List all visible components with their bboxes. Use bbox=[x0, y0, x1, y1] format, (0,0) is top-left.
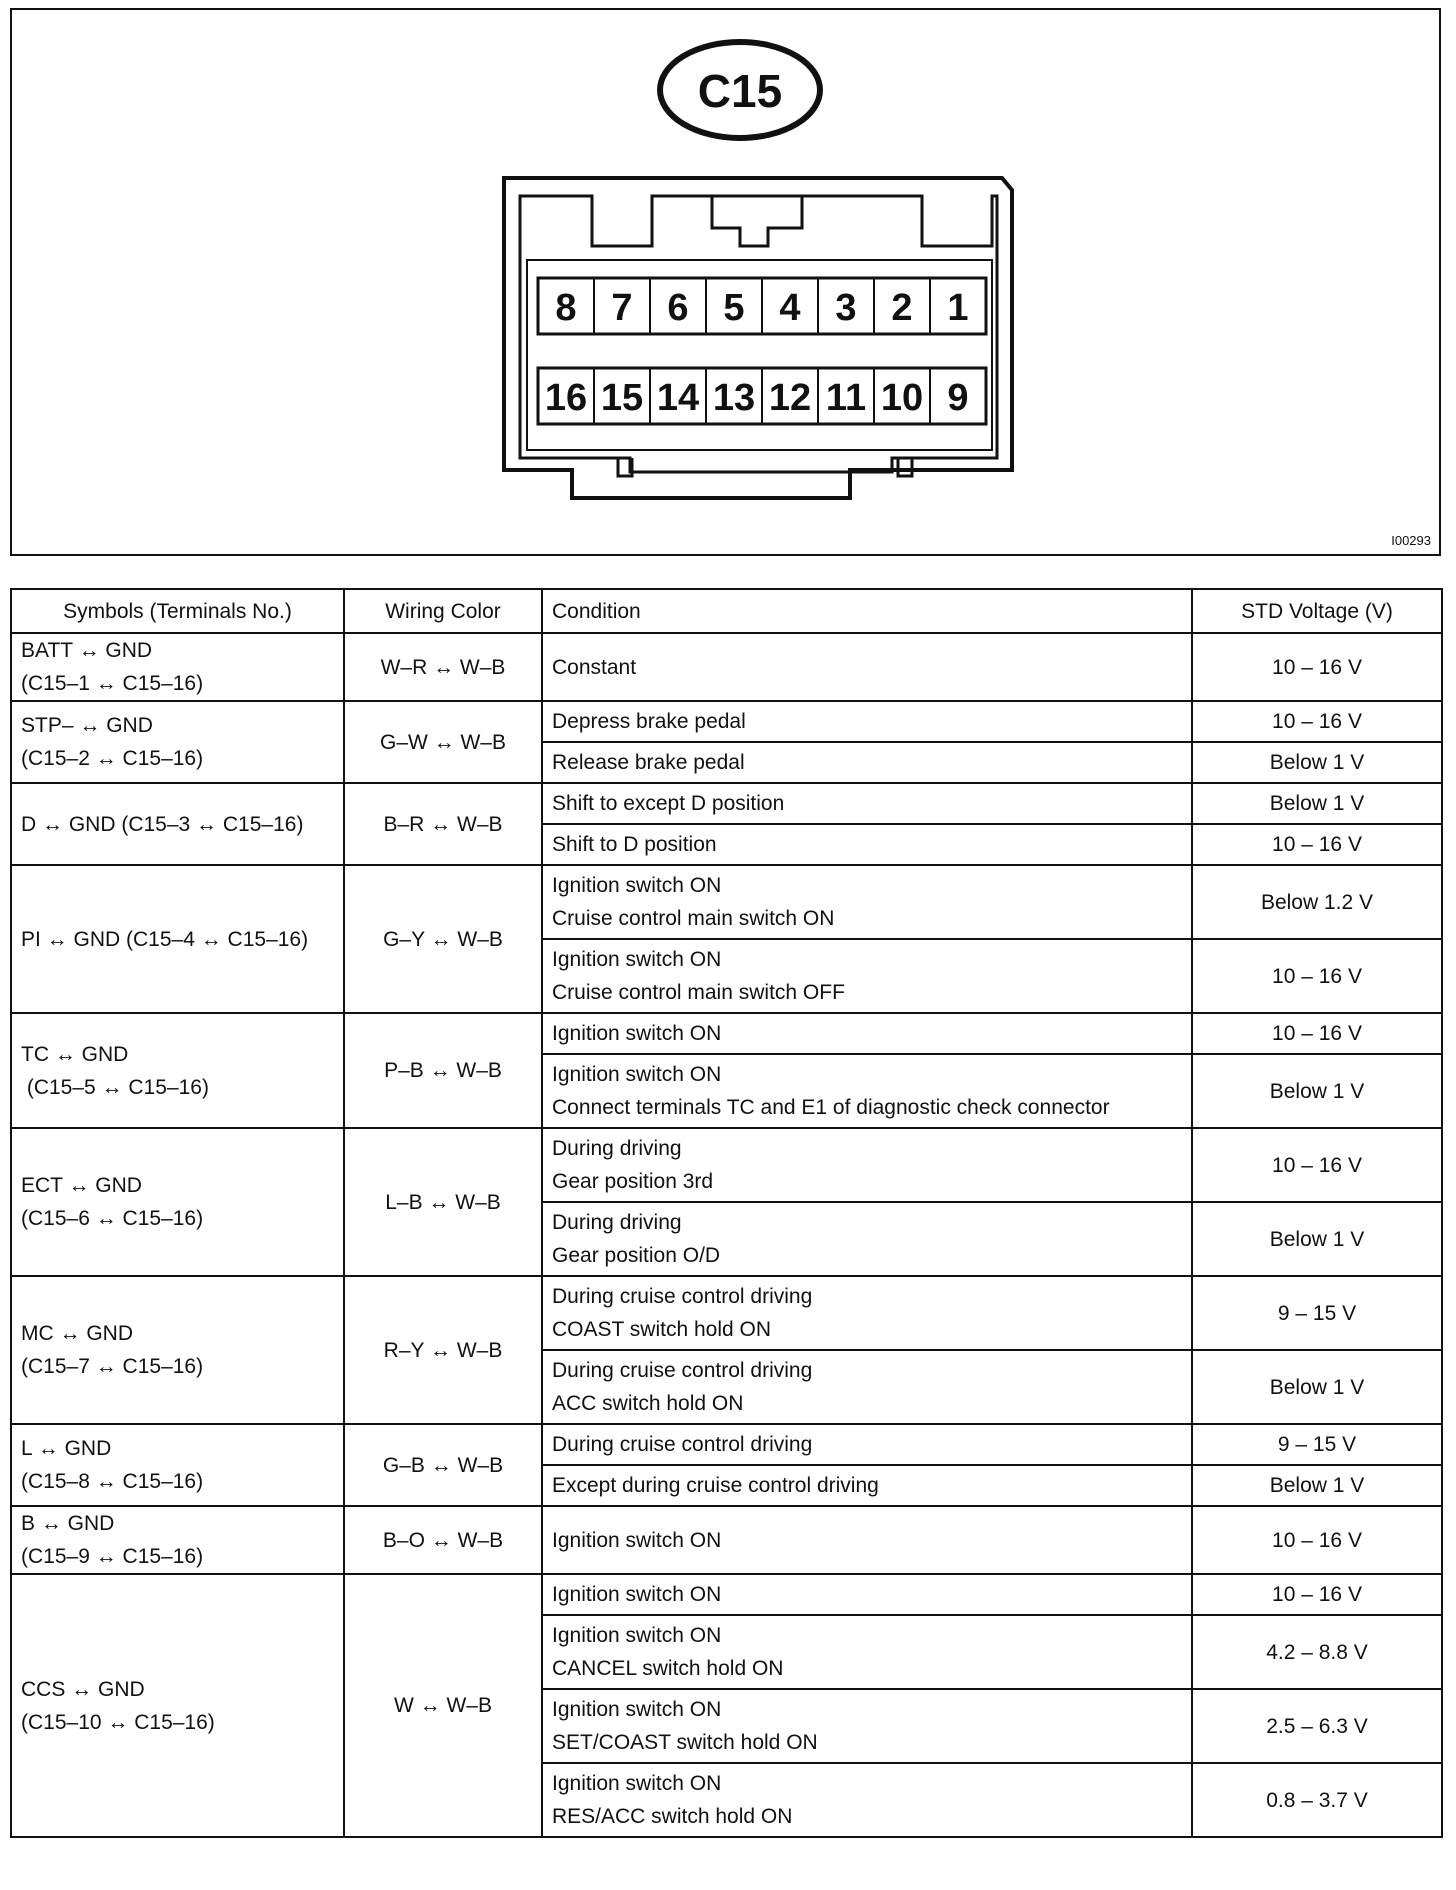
std-voltage-cell: 9 – 15 V bbox=[1192, 1424, 1442, 1465]
condition-line: Shift to D position bbox=[552, 833, 717, 856]
terminal-symbol-line: L ↔ GND bbox=[21, 1437, 112, 1460]
condition-cell bbox=[542, 783, 1192, 824]
condition-cell bbox=[542, 1350, 1192, 1424]
table-row bbox=[11, 1013, 1442, 1054]
pin-number-2: 2 bbox=[891, 287, 913, 329]
table-row bbox=[11, 1574, 1442, 1615]
connector-key-notch bbox=[712, 196, 802, 246]
condition-line: During driving bbox=[552, 1137, 682, 1160]
connector-lock-tab-right bbox=[898, 458, 912, 476]
condition-cell bbox=[542, 1689, 1192, 1763]
condition-line: Cruise control main switch OFF bbox=[552, 981, 845, 1004]
condition-line: Ignition switch ON bbox=[552, 1528, 722, 1552]
std-voltage-cell: 9 – 15 V bbox=[1192, 1276, 1442, 1350]
std-voltage-cell: 10 – 16 V bbox=[1192, 1013, 1442, 1054]
condition-cell bbox=[542, 1763, 1192, 1837]
condition-line: Connect terminals TC and E1 of diagnostic check connector bbox=[552, 1096, 1110, 1119]
condition-line: Ignition switch ON bbox=[552, 1698, 722, 1721]
pin-number-6: 6 bbox=[667, 287, 689, 329]
std-voltage-cell: 10 – 16 V bbox=[1192, 1128, 1442, 1202]
terminal-symbol-line: (C15–2 ↔ C15–16) bbox=[21, 747, 204, 770]
std-voltage-cell: 10 – 16 V bbox=[1192, 1574, 1442, 1615]
table-row bbox=[11, 1424, 1442, 1465]
terminal-symbol-line: STP– ↔ GND bbox=[21, 714, 153, 737]
terminal-voltage-table bbox=[10, 588, 1443, 1838]
condition-line: Ignition switch ON bbox=[552, 1063, 722, 1086]
wiring-color-cell: B–O ↔ W–B bbox=[344, 1506, 542, 1574]
table-row bbox=[11, 865, 1442, 939]
table-row bbox=[11, 633, 1442, 701]
table-header-row bbox=[11, 589, 1442, 633]
condition-cell bbox=[542, 701, 1192, 742]
terminal-symbol-line: D ↔ GND (C15–3 ↔ C15–16) bbox=[21, 812, 304, 836]
condition-line: Except during cruise control driving bbox=[552, 1474, 879, 1497]
terminal-symbol-line: TC ↔ GND bbox=[21, 1042, 129, 1066]
terminal-symbol-cell bbox=[11, 633, 344, 701]
std-voltage-cell: 10 – 16 V bbox=[1192, 824, 1442, 865]
condition-cell bbox=[542, 1424, 1192, 1465]
header-std-voltage: STD Voltage (V) bbox=[1192, 589, 1442, 633]
terminal-symbol-cell bbox=[11, 783, 344, 865]
header-wiring-color: Wiring Color bbox=[344, 589, 542, 633]
std-voltage-cell: 10 – 16 V bbox=[1192, 633, 1442, 701]
connector-drawing bbox=[12, 10, 1443, 558]
table-row bbox=[11, 1276, 1442, 1350]
condition-line: SET/COAST switch hold ON bbox=[552, 1731, 818, 1754]
pin-number-3: 3 bbox=[835, 287, 857, 329]
terminal-symbol-line: ECT ↔ GND bbox=[21, 1174, 142, 1197]
terminal-symbol-line: (C15–1 ↔ C15–16) bbox=[21, 672, 204, 695]
condition-line: Shift to except D position bbox=[552, 792, 785, 815]
condition-line: Cruise control main switch ON bbox=[552, 907, 835, 930]
terminal-symbol-line: (C15–6 ↔ C15–16) bbox=[21, 1207, 204, 1230]
terminal-symbol-cell bbox=[11, 701, 344, 783]
condition-cell bbox=[542, 633, 1192, 701]
std-voltage-cell: 10 – 16 V bbox=[1192, 1506, 1442, 1574]
condition-cell bbox=[542, 865, 1192, 939]
pin-number-4: 4 bbox=[779, 287, 801, 329]
std-voltage-cell: 10 – 16 V bbox=[1192, 701, 1442, 742]
pin-row-top bbox=[538, 278, 986, 334]
condition-line: Ignition switch ON bbox=[552, 1022, 722, 1045]
connector-diagram bbox=[10, 8, 1441, 556]
header-symbols: Symbols (Terminals No.) bbox=[11, 589, 344, 633]
std-voltage-cell: 2.5 – 6.3 V bbox=[1192, 1689, 1442, 1763]
wiring-color-cell: G–B ↔ W–B bbox=[344, 1424, 542, 1506]
condition-cell bbox=[542, 824, 1192, 865]
terminal-symbol-cell bbox=[11, 1424, 344, 1506]
condition-cell bbox=[542, 1013, 1192, 1054]
wiring-color-cell: B–R ↔ W–B bbox=[344, 783, 542, 865]
wiring-color-cell: W ↔ W–B bbox=[344, 1574, 542, 1837]
terminal-symbol-cell bbox=[11, 1128, 344, 1276]
std-voltage-cell: Below 1 V bbox=[1192, 1202, 1442, 1276]
wiring-color-cell: P–B ↔ W–B bbox=[344, 1013, 542, 1128]
terminal-symbol-line: B ↔ GND bbox=[21, 1512, 115, 1535]
pin-number-1: 1 bbox=[947, 287, 969, 329]
std-voltage-cell: Below 1 V bbox=[1192, 1465, 1442, 1506]
pin-area bbox=[527, 260, 992, 450]
pin-number-5: 5 bbox=[723, 287, 745, 329]
wiring-color-cell: W–R ↔ W–B bbox=[344, 633, 542, 701]
pin-number-9: 9 bbox=[947, 377, 969, 419]
terminal-symbol-cell bbox=[11, 1574, 344, 1837]
condition-line: Depress brake pedal bbox=[552, 710, 746, 733]
condition-cell bbox=[542, 1054, 1192, 1128]
condition-line: Ignition switch ON bbox=[552, 1624, 722, 1647]
table-row bbox=[11, 701, 1442, 742]
pin-number-10: 10 bbox=[880, 377, 924, 419]
condition-line: During cruise control driving bbox=[552, 1433, 813, 1456]
terminal-symbol-line: (C15–9 ↔ C15–16) bbox=[21, 1545, 204, 1568]
condition-cell bbox=[542, 1465, 1192, 1506]
condition-line: Release brake pedal bbox=[552, 751, 745, 774]
terminal-symbol-line: (C15–7 ↔ C15–16) bbox=[21, 1355, 204, 1378]
condition-line: During cruise control driving bbox=[552, 1285, 813, 1308]
wiring-color-cell: G–W ↔ W–B bbox=[344, 701, 542, 783]
pin-number-16: 16 bbox=[544, 377, 588, 419]
figure-id: I00293 bbox=[1391, 533, 1431, 548]
table-row bbox=[11, 1506, 1442, 1574]
condition-cell bbox=[542, 1276, 1192, 1350]
condition-line: CANCEL switch hold ON bbox=[552, 1657, 784, 1680]
table-body bbox=[11, 633, 1442, 1837]
std-voltage-cell: Below 1 V bbox=[1192, 1054, 1442, 1128]
terminal-symbol-cell bbox=[11, 1276, 344, 1424]
terminal-symbol-cell bbox=[11, 1506, 344, 1574]
terminal-symbol-line: (C15–8 ↔ C15–16) bbox=[21, 1470, 204, 1493]
condition-line: Gear position 3rd bbox=[552, 1170, 714, 1193]
pin-number-12: 12 bbox=[768, 377, 812, 419]
condition-line: COAST switch hold ON bbox=[552, 1318, 772, 1341]
condition-line: RES/ACC switch hold ON bbox=[552, 1805, 793, 1828]
wiring-color-cell: G–Y ↔ W–B bbox=[344, 865, 542, 1013]
condition-line: Gear position O/D bbox=[552, 1244, 721, 1267]
terminal-symbol-cell bbox=[11, 865, 344, 1013]
std-voltage-cell: 10 – 16 V bbox=[1192, 939, 1442, 1013]
condition-cell bbox=[542, 1128, 1192, 1202]
pin-number-7: 7 bbox=[611, 287, 633, 329]
pin-number-11: 11 bbox=[825, 377, 867, 419]
condition-line: During cruise control driving bbox=[552, 1359, 813, 1382]
condition-line: Constant bbox=[552, 655, 637, 679]
std-voltage-cell: Below 1 V bbox=[1192, 783, 1442, 824]
condition-cell bbox=[542, 1574, 1192, 1615]
terminal-symbol-line: (C15–5 ↔ C15–16) bbox=[21, 1075, 209, 1099]
condition-line: ACC switch hold ON bbox=[552, 1392, 744, 1415]
std-voltage-cell: 0.8 – 3.7 V bbox=[1192, 1763, 1442, 1837]
pin-number-15: 15 bbox=[600, 377, 644, 419]
std-voltage-cell: 4.2 – 8.8 V bbox=[1192, 1615, 1442, 1689]
condition-line: During driving bbox=[552, 1211, 682, 1234]
condition-cell bbox=[542, 939, 1192, 1013]
std-voltage-cell: Below 1 V bbox=[1192, 1350, 1442, 1424]
std-voltage-cell: Below 1 V bbox=[1192, 742, 1442, 783]
table-row bbox=[11, 1128, 1442, 1202]
pin-row-bottom bbox=[538, 368, 986, 424]
condition-cell bbox=[542, 1202, 1192, 1276]
table-row bbox=[11, 783, 1442, 824]
terminal-symbol-cell bbox=[11, 1013, 344, 1128]
wiring-color-cell: L–B ↔ W–B bbox=[344, 1128, 542, 1276]
condition-cell bbox=[542, 742, 1192, 783]
pin-number-14: 14 bbox=[656, 377, 700, 419]
condition-cell bbox=[542, 1615, 1192, 1689]
pin-number-13: 13 bbox=[712, 377, 756, 419]
terminal-symbol-line: (C15–10 ↔ C15–16) bbox=[21, 1710, 215, 1734]
std-voltage-cell: Below 1.2 V bbox=[1192, 865, 1442, 939]
terminal-symbol-line: MC ↔ GND bbox=[21, 1322, 133, 1345]
connector-label: C15 bbox=[697, 65, 783, 117]
wiring-color-cell: R–Y ↔ W–B bbox=[344, 1276, 542, 1424]
condition-cell bbox=[542, 1506, 1192, 1574]
header-condition: Condition bbox=[542, 589, 1192, 633]
terminal-symbol-line: BATT ↔ GND bbox=[21, 639, 153, 662]
terminal-symbol-line: PI ↔ GND (C15–4 ↔ C15–16) bbox=[21, 927, 309, 951]
pin-number-8: 8 bbox=[555, 287, 577, 329]
terminal-symbol-line: CCS ↔ GND bbox=[21, 1677, 145, 1701]
condition-line: Ignition switch ON bbox=[552, 948, 722, 971]
condition-line: Ignition switch ON bbox=[552, 874, 722, 897]
condition-line: Ignition switch ON bbox=[552, 1583, 722, 1606]
condition-line: Ignition switch ON bbox=[552, 1772, 722, 1795]
